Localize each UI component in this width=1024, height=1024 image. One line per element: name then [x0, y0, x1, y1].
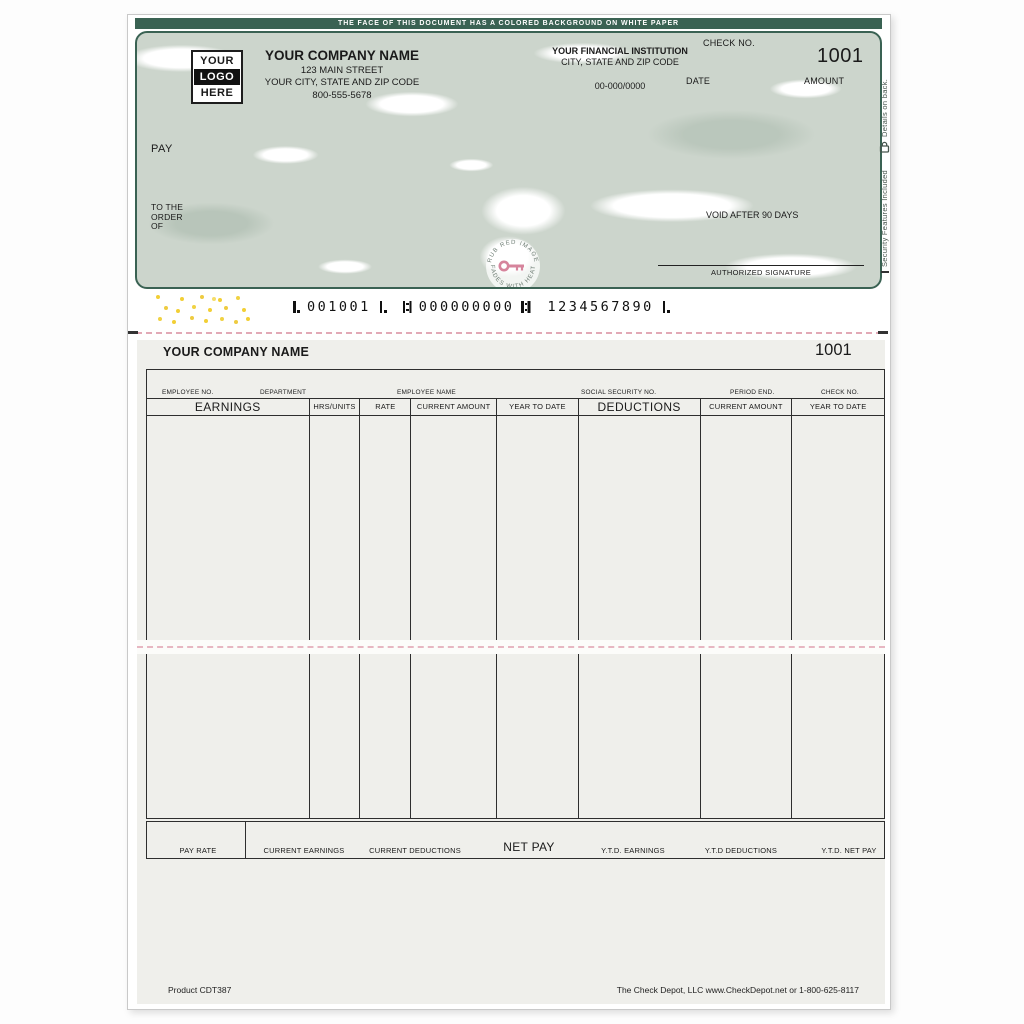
security-side-strip — [877, 78, 893, 267]
ded-year-to-date-cell — [792, 416, 884, 818]
check-face — [135, 31, 882, 289]
colored-background-banner: THE FACE OF THIS DOCUMENT HAS A COLORED BACKGROUND ON WHITE PAPER — [135, 18, 882, 29]
to-the-order-of-label — [151, 203, 183, 232]
employee-no-label: EMPLOYEE NO. — [162, 389, 214, 396]
logo-line: YOUR — [200, 55, 234, 67]
stub-totals-row — [146, 821, 885, 859]
perforation-end-mark — [878, 331, 888, 334]
micr-onus-symbol — [291, 301, 300, 314]
ded-year-to-date-column-header: YEAR TO DATE — [809, 402, 867, 411]
period-end-label: PERIOD END. — [730, 389, 775, 396]
ded-current-amount-column-header: CURRENT AMOUNT — [701, 398, 793, 415]
table-body-columns — [147, 416, 884, 818]
current-amount-cell — [411, 416, 497, 818]
bank-name: YOUR FINANCIAL INSTITUTION — [552, 46, 688, 56]
micr-onus-symbol — [661, 301, 670, 314]
company-address-block — [242, 48, 442, 101]
check-sheet — [127, 14, 891, 1010]
stub-perforation-band — [137, 640, 885, 654]
micr-onus-symbol — [378, 301, 387, 314]
company-phone: 800-555-5678 — [312, 89, 372, 101]
micr-routing-number: 000000000 — [418, 299, 515, 315]
deductions-cell — [579, 416, 701, 818]
pay-rate-divider — [245, 822, 246, 858]
department-label: DEPARTMENT — [260, 389, 307, 396]
column-header-row — [147, 398, 884, 416]
pay-stub — [137, 340, 885, 1004]
security-features-label: Security Features Included — [880, 169, 889, 267]
ytd-net-pay-label: Y.T.D. NET PAY — [821, 846, 877, 855]
company-street: 123 MAIN STREET — [300, 64, 384, 76]
stub-table — [146, 369, 885, 819]
order-line: TO THE — [151, 202, 184, 212]
date-label: DATE — [686, 76, 711, 86]
logo-line: LOGO — [194, 69, 240, 85]
rate-cell — [360, 416, 411, 818]
stub-company-name: YOUR COMPANY NAME — [163, 345, 310, 359]
logo-line: HERE — [200, 87, 234, 99]
padlock-icon — [879, 141, 890, 153]
ytd-earnings-label: Y.T.D. EARNINGS — [601, 846, 665, 855]
amount-label: AMOUNT — [804, 76, 845, 86]
check-number: 1001 — [817, 45, 864, 67]
earnings-cell — [147, 416, 310, 818]
heat-sensitive-key-seal-icon — [483, 236, 543, 289]
vendor-contact: The Check Depot, LLC www.CheckDepot.net or 1-800-625-8117 — [616, 985, 859, 995]
pay-label: PAY — [151, 143, 173, 155]
details-on-back-label: Details on back. — [880, 78, 889, 137]
year-to-date-cell — [497, 416, 579, 818]
authorized-signature-line: AUTHORIZED SIGNATURE — [658, 265, 864, 277]
check-no-label: CHECK NO. — [703, 38, 755, 48]
seal-bottom-text: FADES WITH HEAT — [488, 264, 538, 291]
micr-check-number: 001001 — [307, 299, 371, 315]
bank-block — [550, 46, 690, 91]
stub-check-number: 1001 — [815, 341, 852, 359]
yellow-security-dots — [156, 295, 160, 299]
stub-check-no-label: CHECK NO. — [821, 389, 859, 396]
micr-transit-symbol — [403, 301, 412, 314]
product-code: Product CDT387 — [168, 985, 232, 995]
routing-fraction: 00-000/0000 — [594, 81, 646, 91]
micr-account-number: 1234567890 — [547, 299, 654, 315]
social-security-label: SOCIAL SECURITY NO. — [581, 389, 657, 396]
pay-rate-label: PAY RATE — [179, 846, 217, 855]
registration-tick — [881, 271, 889, 273]
company-logo-placeholder — [191, 50, 243, 104]
seal-top-text: RUB RED IMAGE — [487, 239, 539, 264]
hrs-units-column-header: HRS/UNITS — [310, 398, 361, 415]
void-after-label: VOID AFTER 90 DAYS — [706, 210, 799, 220]
order-line: ORDER — [151, 211, 183, 222]
micr-line — [288, 299, 673, 315]
net-pay-label: NET PAY — [503, 840, 555, 854]
company-name: YOUR COMPANY NAME — [264, 48, 419, 63]
earnings-column-header: EARNINGS — [147, 398, 310, 415]
employee-name-label: EMPLOYEE NAME — [397, 389, 456, 396]
micr-transit-symbol — [521, 301, 530, 314]
company-city: YOUR CITY, STATE AND ZIP CODE — [264, 77, 420, 88]
perforation-line — [136, 332, 882, 334]
ytd-deductions-label: Y.T.D DEDUCTIONS — [704, 846, 778, 855]
ded-current-amount-cell — [701, 416, 793, 818]
perforation-end-mark — [128, 331, 138, 334]
current-deductions-label: CURRENT DEDUCTIONS — [369, 846, 461, 855]
bank-city: CITY, STATE AND ZIP CODE — [561, 57, 679, 67]
year-to-date-column-header: YEAR TO DATE — [497, 398, 579, 415]
current-amount-column-header: CURRENT AMOUNT — [411, 398, 497, 415]
hrs-units-cell — [310, 416, 361, 818]
order-line: OF — [151, 221, 164, 231]
deductions-column-header: DEDUCTIONS — [579, 398, 701, 415]
current-earnings-label: CURRENT EARNINGS — [263, 846, 345, 855]
rate-column-header: RATE — [360, 398, 411, 415]
